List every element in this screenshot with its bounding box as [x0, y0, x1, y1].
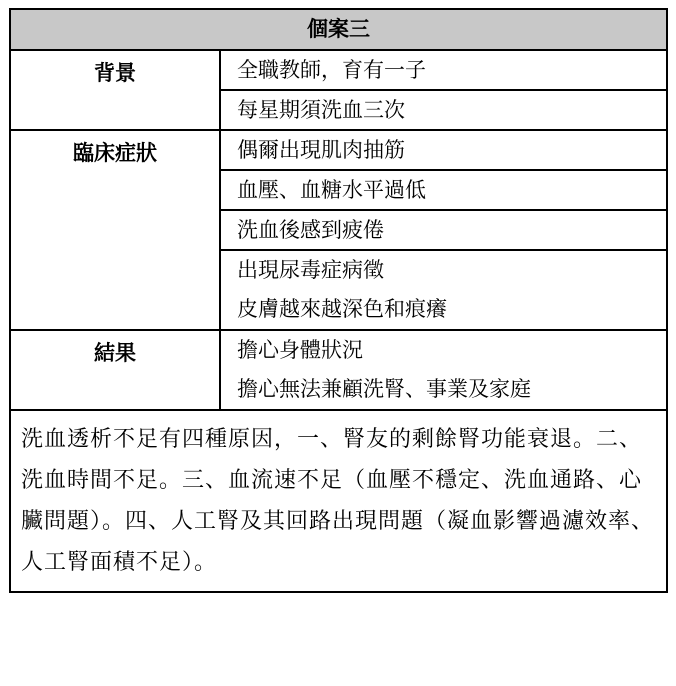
symptom-item: 血壓、血糖水平過低 — [220, 170, 667, 210]
background-item: 每星期須洗血三次 — [220, 90, 667, 130]
symptom-item: 出現尿毒症病徵 — [220, 250, 667, 290]
explanation-note: 洗血透析不足有四種原因，一、腎友的剩餘腎功能衰退。二、洗血時間不足。三、血流速不足（血壓不穩定、洗血通路、心臟問題）。四、人工腎及其回路出現問題（凝血影響過濾效率、人工腎面積不足）。 — [10, 410, 667, 592]
category-result: 結果 — [10, 330, 220, 410]
result-item: 擔心無法兼顧洗腎、事業及家庭 — [220, 370, 667, 410]
case-table — [9, 8, 668, 593]
background-item: 全職教師，育有一子 — [220, 50, 667, 90]
symptom-item: 偶爾出現肌肉抽筋 — [220, 130, 667, 170]
case-title: 個案三 — [10, 9, 667, 50]
symptom-item: 皮膚越來越深色和痕癢 — [220, 290, 667, 330]
symptom-item: 洗血後感到疲倦 — [220, 210, 667, 250]
category-symptoms: 臨床症狀 — [10, 130, 220, 330]
result-item: 擔心身體狀況 — [220, 330, 667, 370]
category-background: 背景 — [10, 50, 220, 130]
